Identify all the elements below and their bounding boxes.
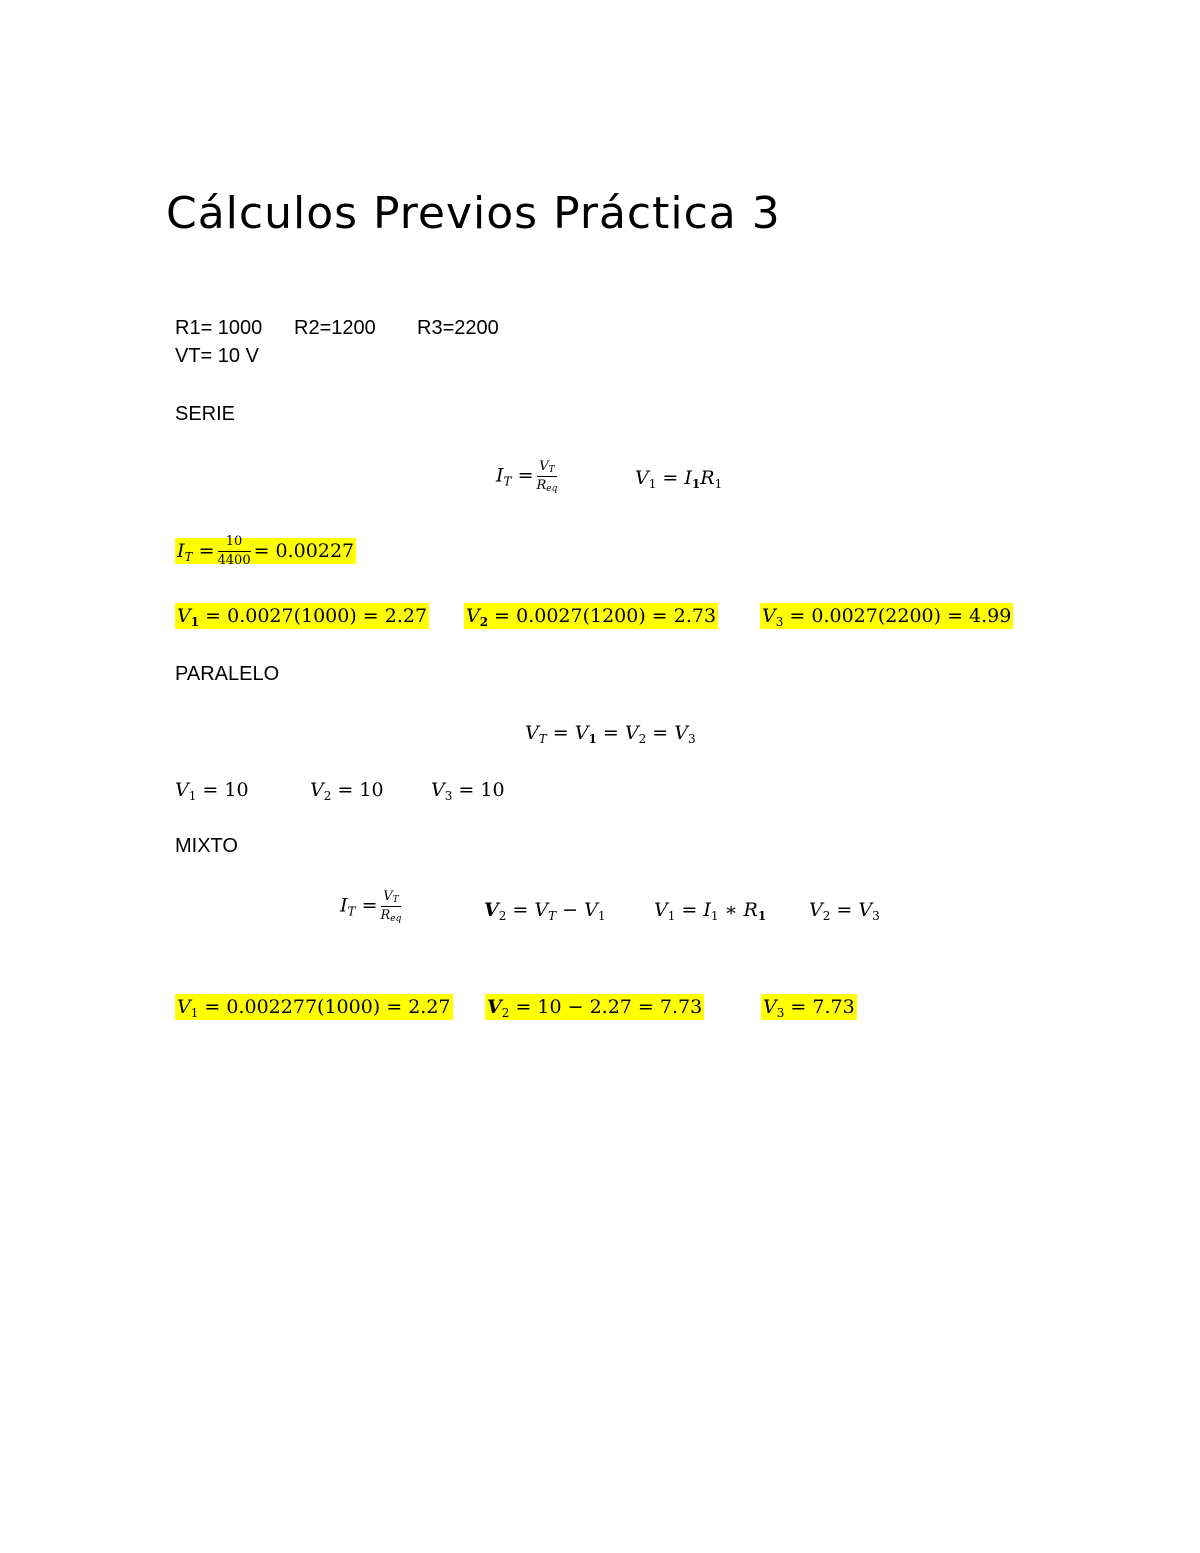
mixto-v1-result: $V_1 = 0.002277(1000) = 2.27$ xyxy=(177,996,451,1020)
paralelo-v1: $V_1 = 10$ xyxy=(175,779,249,803)
serie-formula-v1: $V_1 = I_1R_1$ xyxy=(635,467,723,491)
paralelo-v3: $V_3 = 10$ xyxy=(431,779,505,803)
r3-value: R3=2200 xyxy=(417,317,499,339)
mixto-v2-result: $V_2 = 10 - 2.27 = 7.73$ xyxy=(487,996,703,1020)
mixto-formula-it: $I_T$ = $\frac{V_T}{R_{eq}}$ xyxy=(340,889,402,924)
mixto-v3-result: $V_3 = 7.73$ xyxy=(763,996,855,1020)
page-title: Cálculos Previos Práctica 3 xyxy=(166,188,781,239)
r2-value: R2=1200 xyxy=(294,317,376,339)
mixto-heading: MIXTO xyxy=(175,835,238,857)
vt-value: VT= 10 V xyxy=(175,345,259,367)
r1-value: R1= 1000 xyxy=(175,317,263,339)
paralelo-formula: $V_T = V_1 = V_2 = V_3$ xyxy=(525,722,696,746)
serie-v2-result: $V_2 = 0.0027(1200) = 2.73$ xyxy=(466,605,717,629)
paralelo-v2: $V_2 = 10$ xyxy=(310,779,384,803)
mixto-formula-v2: $V_2 = V_T - V_1$ xyxy=(484,899,606,923)
serie-it-result: $I_T$ = $\frac{10}{4400}$ = 0.00227 xyxy=(177,534,355,568)
mixto-formula-v1: $V_1 = I_1$ ∗ $R_1$ xyxy=(654,899,767,923)
serie-v1-result: $V_1 = 0.0027(1000) = 2.27$ xyxy=(177,605,428,629)
paralelo-heading: PARALELO xyxy=(175,663,280,685)
mixto-formula-v2-v3: $V_2 = V_3$ xyxy=(809,899,880,923)
serie-formula-it: $I_T$ = $\frac{V_T}{R_{eq}}$ xyxy=(496,459,558,494)
serie-v3-result: $V_3 = 0.0027(2200) = 4.99$ xyxy=(762,605,1012,629)
serie-heading: SERIE xyxy=(175,403,236,425)
